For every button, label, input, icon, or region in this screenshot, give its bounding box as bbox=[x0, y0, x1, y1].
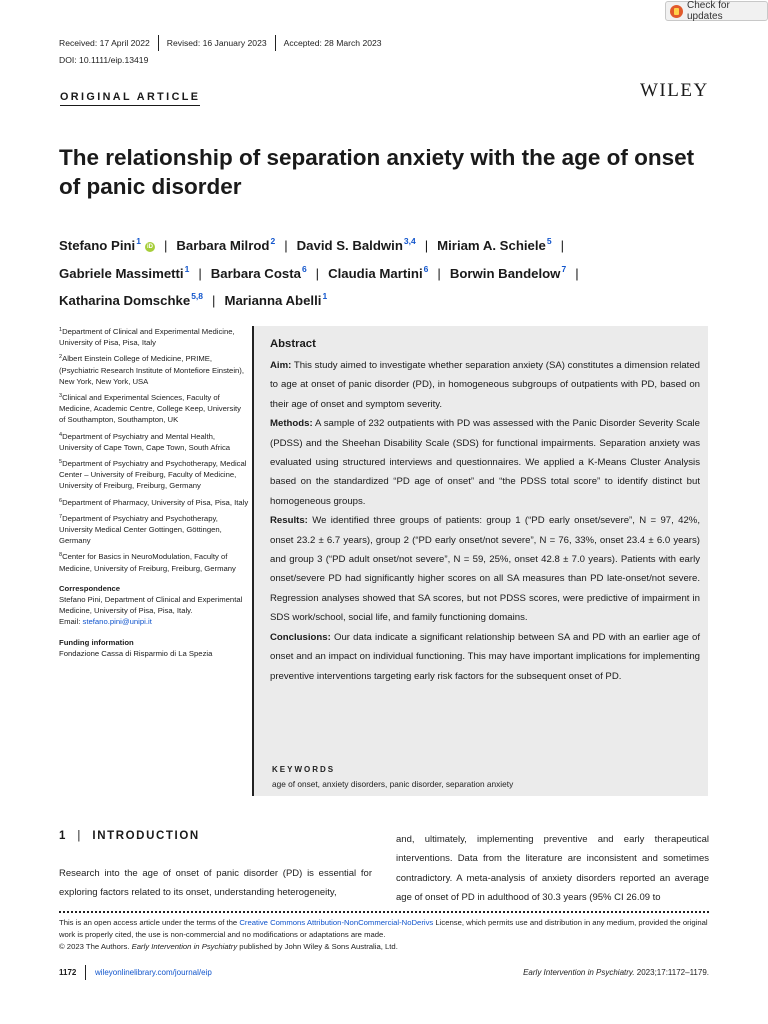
author-affiliation-ref[interactable]: 6 bbox=[423, 263, 429, 274]
author-name-text: Katharina Domschke bbox=[59, 293, 191, 308]
affiliation-number: 6 bbox=[59, 497, 63, 504]
author-name-text: Gabriele Massimetti bbox=[59, 265, 184, 281]
affiliations-column bbox=[59, 325, 249, 659]
author-name[interactable] bbox=[59, 238, 155, 253]
section-divider: | bbox=[77, 830, 81, 842]
aim-label: Aim: bbox=[270, 360, 292, 371]
aim-text: This study aimed to investigate whether separation anxiety (SA) constitutes a dimension related to age at onset of panic disorder (PD), in homogeneous subgroups of outpatients with PD, based on their age of onset and symptom severity. bbox=[270, 360, 700, 410]
conclusions-text: Our data indicate a significant relationship between SA and PD with an earlier age of onset and an impact on individual functioning. This may have important implications for implementing preventive interventions targeting early risk factors for the subsequent onset of PD. bbox=[270, 631, 700, 682]
copyright-pre: © 2023 The Authors. bbox=[59, 942, 132, 951]
methods-text: A sample of 232 outpatients with PD was assessed with the Panic Disorder Severity Scale (PDSS) and the Sheehan Disability Scale (SDS) for functional impairments. Separation anxiety was evaluated using structured interviews and questionnaires. We applied a K-Means Cluster Analysis based on the standardized “PD age of onset” and “the PDSS total score” to identify distinct but homogeneous groups. bbox=[270, 418, 700, 507]
author-affiliation-ref[interactable]: 5 bbox=[546, 236, 552, 246]
abstract-conclusions bbox=[270, 628, 700, 686]
affiliation-number: 8 bbox=[59, 552, 63, 559]
email-label: Email: bbox=[59, 617, 83, 627]
author-separator: | bbox=[212, 293, 216, 308]
affiliation-text: Department of Clinical and Experimental Medicine, University of Pisa, Pisa, Italy bbox=[59, 327, 235, 348]
author-name-text: Borwin Bandelow bbox=[449, 265, 561, 281]
copyright-journal: Early Intervention in Psychiatry bbox=[131, 942, 238, 951]
author-name-text: Barbara Costa bbox=[210, 265, 301, 281]
author-name-text: David S. Baldwin bbox=[296, 238, 403, 253]
affiliation-item bbox=[59, 512, 249, 547]
revised-date: Revised: 16 January 2023 bbox=[166, 38, 267, 48]
affiliation-text: Department of Pharmacy, University of Pisa, Pisa, Italy bbox=[62, 497, 249, 507]
affiliation-item bbox=[59, 550, 249, 573]
author-name[interactable] bbox=[328, 263, 429, 281]
citation bbox=[523, 968, 709, 977]
introduction-left-text: Research into the age of onset of panic disorder (PD) is essential for exploring factors related to its onset, understanding heterogeneity, bbox=[59, 868, 372, 899]
history-divider bbox=[158, 35, 159, 51]
author-affiliation-ref[interactable]: 7 bbox=[561, 263, 567, 274]
footer-divider bbox=[59, 911, 709, 913]
conclusions-label: Conclusions: bbox=[270, 631, 331, 643]
author-name[interactable] bbox=[210, 263, 307, 281]
section-number: 1 bbox=[59, 830, 66, 842]
affiliation-text: Center for Basics in NeuroModulation, Faculty of Medicine, University of Freiburg, Freiburg, Germany bbox=[59, 552, 236, 573]
author-name[interactable] bbox=[59, 293, 203, 308]
affiliation-number: 7 bbox=[59, 513, 63, 520]
update-badge-icon bbox=[670, 5, 683, 18]
author-name[interactable] bbox=[176, 238, 275, 253]
author-separator: | bbox=[284, 238, 288, 253]
author-affiliation-ref[interactable]: 5,8 bbox=[191, 291, 204, 301]
accepted-date: Accepted: 28 March 2023 bbox=[283, 38, 382, 48]
funding-text: Fondazione Cassa di Risparmio di La Spezia bbox=[59, 648, 213, 658]
copyright-post: published by John Wiley & Sons Australia, Ltd. bbox=[237, 942, 398, 951]
author-name-text: Miriam A. Schiele bbox=[437, 238, 546, 253]
affiliation-number: 1 bbox=[59, 327, 63, 333]
author-list bbox=[59, 230, 729, 313]
affiliation-item bbox=[59, 352, 249, 387]
author-name[interactable] bbox=[59, 263, 190, 281]
article-history bbox=[59, 38, 382, 52]
citation-journal: Early Intervention in Psychiatry. bbox=[523, 968, 635, 977]
results-text: We identified three groups of patients: group 1 (“PD early onset/severe”, N = 97, 42%, onset 23.2 ± 6.7 years), group 2 (“PD early onset/not severe”, N = 76, 33%, onset 23.4 ± 6.0 years) and group 3 (“PD adult onset/not severe”, N = 59, 25%, onset 42.8 ± 7.0 years). Patients with early onset/severe PD had significantly higher scores on all SA measures than PD late-onset/not severe. Regression analyses showed that SA scores, but not PDSS scores, were predictive of impairment in SDS work/school, social life, and family functioning domains. bbox=[270, 515, 700, 624]
check-for-updates-label: Check for updates bbox=[687, 0, 730, 22]
publisher-logo: WILEY bbox=[640, 80, 709, 101]
correspondence-heading: Correspondence bbox=[59, 583, 121, 593]
affiliation-text: Department of Psychiatry and Mental Health, University of Cape Town, Cape Town, South Africa bbox=[59, 431, 231, 452]
author-separator: | bbox=[437, 265, 441, 281]
affiliation-item bbox=[59, 496, 249, 508]
abstract bbox=[270, 336, 700, 686]
license-pre: This is an open access article under the terms of the bbox=[59, 918, 240, 927]
article-type-label: ORIGINAL ARTICLE bbox=[60, 91, 200, 106]
author-separator: | bbox=[198, 265, 202, 281]
affiliation-item bbox=[59, 391, 249, 426]
license-text bbox=[59, 917, 714, 941]
abstract-heading: Abstract bbox=[270, 338, 316, 350]
affiliation-number: 5 bbox=[59, 459, 63, 466]
abstract-aim bbox=[270, 356, 700, 414]
journal-url-link[interactable]: wileyonlinelibrary.com/journal/eip bbox=[95, 968, 212, 977]
abstract-results bbox=[270, 511, 700, 627]
author-name-text: Stefano Pini bbox=[59, 238, 136, 253]
cc-license-link[interactable]: Creative Commons Attribution-NonCommercial-NoDerivs bbox=[239, 918, 434, 927]
author-affiliation-ref[interactable]: 1 bbox=[184, 263, 190, 274]
affiliation-number: 2 bbox=[59, 354, 63, 361]
received-date: Received: 17 April 2022 bbox=[59, 38, 150, 48]
license-post: License, which permits use and distribution in any medium, provided the original work is properly cited, the use is non-commercial and no modifications or adaptations are made. bbox=[59, 918, 708, 939]
author-affiliation-ref[interactable]: 3,4 bbox=[403, 236, 416, 246]
author-separator: | bbox=[163, 238, 168, 253]
author-name[interactable] bbox=[297, 238, 416, 253]
methods-label: Methods: bbox=[270, 418, 313, 430]
introduction-heading bbox=[59, 830, 200, 842]
check-for-updates-button[interactable] bbox=[665, 1, 768, 21]
author-separator: | bbox=[424, 238, 429, 253]
author-name-text: Claudia Martini bbox=[328, 265, 423, 281]
copyright-line bbox=[59, 941, 714, 953]
author-affiliation-ref[interactable]: 2 bbox=[270, 236, 276, 246]
correspondence-text: Stefano Pini, Department of Clinical and Experimental Medicine, University of Pisa, Pisa, Italy. bbox=[59, 595, 243, 616]
author-name-text: Barbara Milrod bbox=[176, 238, 270, 253]
affiliation-number: 3 bbox=[59, 393, 63, 400]
author-name[interactable] bbox=[437, 238, 551, 253]
author-affiliation-ref[interactable]: 1 bbox=[322, 291, 328, 301]
orcid-icon[interactable]: iD bbox=[146, 244, 153, 250]
citation-volume: 2023;17:1172–1179. bbox=[634, 968, 709, 977]
results-label: Results: bbox=[270, 515, 308, 527]
affiliation-item bbox=[59, 325, 249, 348]
affiliation-number: 4 bbox=[59, 431, 63, 438]
doi[interactable]: DOI: 10.1111/eip.13419 bbox=[59, 55, 149, 65]
keywords-heading: KEYWORDS bbox=[272, 765, 336, 774]
footer-separator bbox=[85, 965, 86, 980]
author-separator: | bbox=[560, 238, 565, 253]
introduction-right-text: and, ultimately, implementing preventive and early therapeutical interventions. Data from the literature are inconsistent and sometimes contradictory. A meta-analysis of anxiety disorders reported an average age of onset of PD in adulthood of 30.3 years (95% CI 26.09 to bbox=[396, 834, 709, 904]
author-name-text: Marianna Abelli bbox=[224, 293, 322, 308]
funding-heading: Funding information bbox=[59, 637, 134, 647]
correspondence-email bbox=[59, 616, 249, 627]
keywords-list: age of onset, anxiety disorders, panic disorder, separation anxiety bbox=[272, 779, 514, 789]
author-affiliation-ref[interactable]: 1 bbox=[136, 236, 141, 246]
license-note bbox=[59, 917, 714, 953]
affiliation-list bbox=[59, 325, 249, 574]
affiliation-item bbox=[59, 457, 249, 492]
author-name[interactable] bbox=[224, 293, 327, 308]
page-number: 1172 bbox=[59, 968, 77, 977]
email-link[interactable]: stefano.pini@unipi.it bbox=[82, 617, 152, 627]
affiliation-text: Clinical and Experimental Sciences, Faculty of Medicine, Academic Centre, College Keep, University of Southampton, Southampton, UK bbox=[59, 393, 242, 425]
affiliation-text: Albert Einstein College of Medicine, PRIME, (Psychiatric Research Institute of Montefiore Einstein), New York, New York, USA bbox=[59, 354, 245, 386]
affiliation-item bbox=[59, 430, 249, 453]
article-title: The relationship of separation anxiety with the age of onset of panic disorder bbox=[59, 145, 695, 199]
author-affiliation-ref[interactable]: 6 bbox=[301, 263, 307, 274]
affiliation-text: Department of Psychiatry and Psychotherapy, University Medical Center Gottingen, Göttingen, Germany bbox=[59, 513, 222, 546]
author-separator: | bbox=[315, 265, 320, 281]
abstract-methods bbox=[270, 414, 700, 511]
history-divider bbox=[275, 35, 276, 51]
author-separator: | bbox=[575, 265, 579, 281]
affiliation-text: Department of Psychiatry and Psychotherapy, Medical Center – University of Freiburg, Faculty of Medicine, University of Freiburg, Freiburg, Germany bbox=[59, 459, 247, 491]
author-name[interactable] bbox=[449, 263, 567, 281]
section-title: INTRODUCTION bbox=[92, 830, 200, 842]
